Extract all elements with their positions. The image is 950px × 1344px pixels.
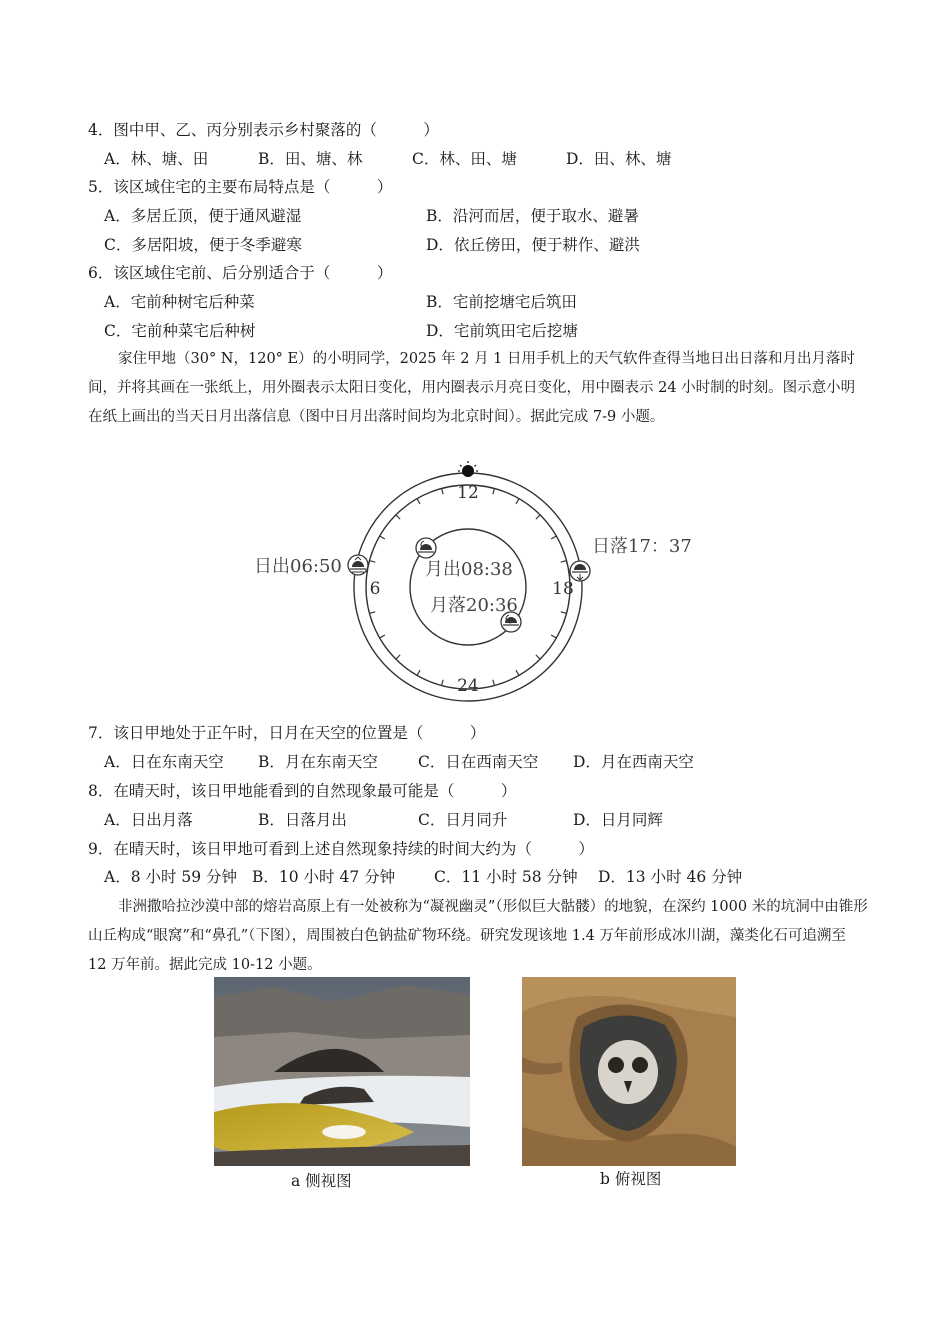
hour-tick [417, 499, 420, 504]
q8-option-b[interactable]: B．日落月出 [258, 811, 347, 829]
photo-side-view [214, 977, 470, 1166]
hour-tick [516, 670, 519, 675]
q9-stem: 9．在晴天时，该日甲地可看到上述自然现象持续的时间大约为（ ） [88, 840, 594, 858]
sun-moon-diagram [240, 458, 720, 708]
q6-option-d[interactable]: D．宅前筑田宅后挖塘 [426, 322, 578, 340]
hour-tick [561, 612, 567, 614]
q5-option-a[interactable]: A．多居丘顶，便于通风避湿 [104, 207, 302, 225]
intro-paragraph-10-12 [88, 893, 868, 980]
q7-option-d[interactable]: D．月在西南天空 [573, 753, 694, 771]
hour-tick [380, 536, 385, 539]
q8-stem: 8．在晴天时，该日甲地能看到的自然现象最可能是（ ） [88, 782, 517, 800]
moonrise-time-label: 月出08:38 [425, 559, 513, 580]
q6-option-c[interactable]: C．宅前种菜宅后种树 [104, 322, 256, 340]
q8-option-d[interactable]: D．日月同辉 [573, 811, 663, 829]
q4-option-a[interactable]: A．林、塘、田 [104, 150, 209, 168]
q7-option-b[interactable]: B．月在东南天空 [258, 753, 378, 771]
q5-option-d[interactable]: D．依丘傍田，便于耕作、避洪 [426, 236, 640, 254]
hour-tick [380, 635, 385, 638]
hour-tick [369, 612, 375, 614]
hour-tick [561, 561, 567, 563]
sunrise-time-label: 日出06:50 [254, 556, 342, 577]
photo-top-view-caption: b 俯视图 [600, 1170, 662, 1188]
hour-label-12: 12 [457, 483, 479, 503]
hour-tick [493, 488, 495, 494]
hour-tick [551, 635, 556, 638]
q4-stem: 4．图中甲、乙、丙分别表示乡村聚落的（ ） [88, 121, 439, 139]
q9-option-c[interactable]: C．11 小时 58 分钟 [434, 868, 578, 886]
sunset-time-label: 日落17：37 [592, 536, 692, 557]
q5-stem: 5．该区域住宅的主要布局特点是（ ） [88, 178, 393, 196]
q6-stem: 6．该区域住宅前、后分别适合于（ ） [88, 264, 393, 282]
q9-option-d[interactable]: D．13 小时 46 分钟 [598, 868, 743, 886]
noon-sun-icon [458, 461, 478, 477]
hour-tick [442, 488, 444, 494]
intro-paragraph-10-12-text: 非洲撒哈拉沙漠中部的熔岩高原上有一处被称为“凝视幽灵”（形似巨大骷髅）的地貌，在深约 1000 米的坑洞中由锥形山丘构成“眼窝”和“鼻孔”（下图），周围被白色钠盐矿物环绕。研究发现该地 1.4 万年前形成冰川湖，藻类化石可追溯至 12 万年前。据此完成 10-12 小题。 [88, 899, 868, 973]
hour-tick [516, 499, 519, 504]
sunrise-icon [348, 555, 368, 575]
hour-tick [536, 655, 540, 659]
q6-option-a[interactable]: A．宅前种树宅后种菜 [104, 293, 255, 311]
q8-option-c[interactable]: C．日月同升 [418, 811, 508, 829]
q7-option-a[interactable]: A．日在东南天空 [104, 753, 224, 771]
photo-top-view [522, 977, 736, 1166]
hour-tick [396, 515, 400, 519]
hour-label-24: 24 [457, 676, 479, 696]
hour-tick [442, 680, 444, 686]
hour-tick [369, 561, 375, 563]
hour-label-18: 18 [552, 579, 574, 599]
photo-side-view-caption: a 侧视图 [291, 1172, 352, 1190]
outer-circle-sun [354, 473, 582, 701]
q7-stem: 7．该日甲地处于正午时，日月在天空的位置是（ ） [88, 724, 486, 742]
moonset-time-label: 月落20:36 [430, 595, 518, 616]
q9-option-a[interactable]: A．8 小时 59 分钟 [104, 868, 238, 886]
q6-option-b[interactable]: B．宅前挖塘宅后筑田 [426, 293, 577, 311]
q4-option-d[interactable]: D．田、林、塘 [566, 150, 672, 168]
q8-option-a[interactable]: A．日出月落 [104, 811, 193, 829]
hour-tick [417, 670, 420, 675]
q4-option-b[interactable]: B．田、塘、林 [258, 150, 363, 168]
intro-paragraph-7-9 [88, 345, 868, 432]
moonrise-icon [416, 538, 436, 558]
hour-label-6: 6 [369, 579, 381, 599]
q9-option-b[interactable]: B．10 小时 47 分钟 [252, 868, 396, 886]
q7-option-c[interactable]: C．日在西南天空 [418, 753, 539, 771]
q5-option-b[interactable]: B．沿河而居，便于取水、避暑 [426, 207, 639, 225]
hour-tick [493, 680, 495, 686]
hour-tick [551, 536, 556, 539]
sunset-icon [570, 561, 590, 581]
hour-tick [536, 515, 540, 519]
hour-tick [396, 655, 400, 659]
intro-paragraph-7-9-text: 家住甲地（30° N，120° E）的小明同学，2025 年 2 月 1 日用手机上的天气软件查得当地日出日落和月出月落时间，并将其画在一张纸上，用外圈表示太阳日变化，用内圈表示月亮日变化，用中圈表示 24 小时制的时刻。图示意小明在纸上画出的当天日月出落信息（图中日月出落时间均为北京时间）。据此完成 7-9 小题。 [88, 351, 856, 425]
hour-ticks [369, 488, 566, 685]
q4-option-c[interactable]: C．林、田、塘 [412, 150, 517, 168]
q5-option-c[interactable]: C．多居阳坡，便于冬季避寒 [104, 236, 302, 254]
